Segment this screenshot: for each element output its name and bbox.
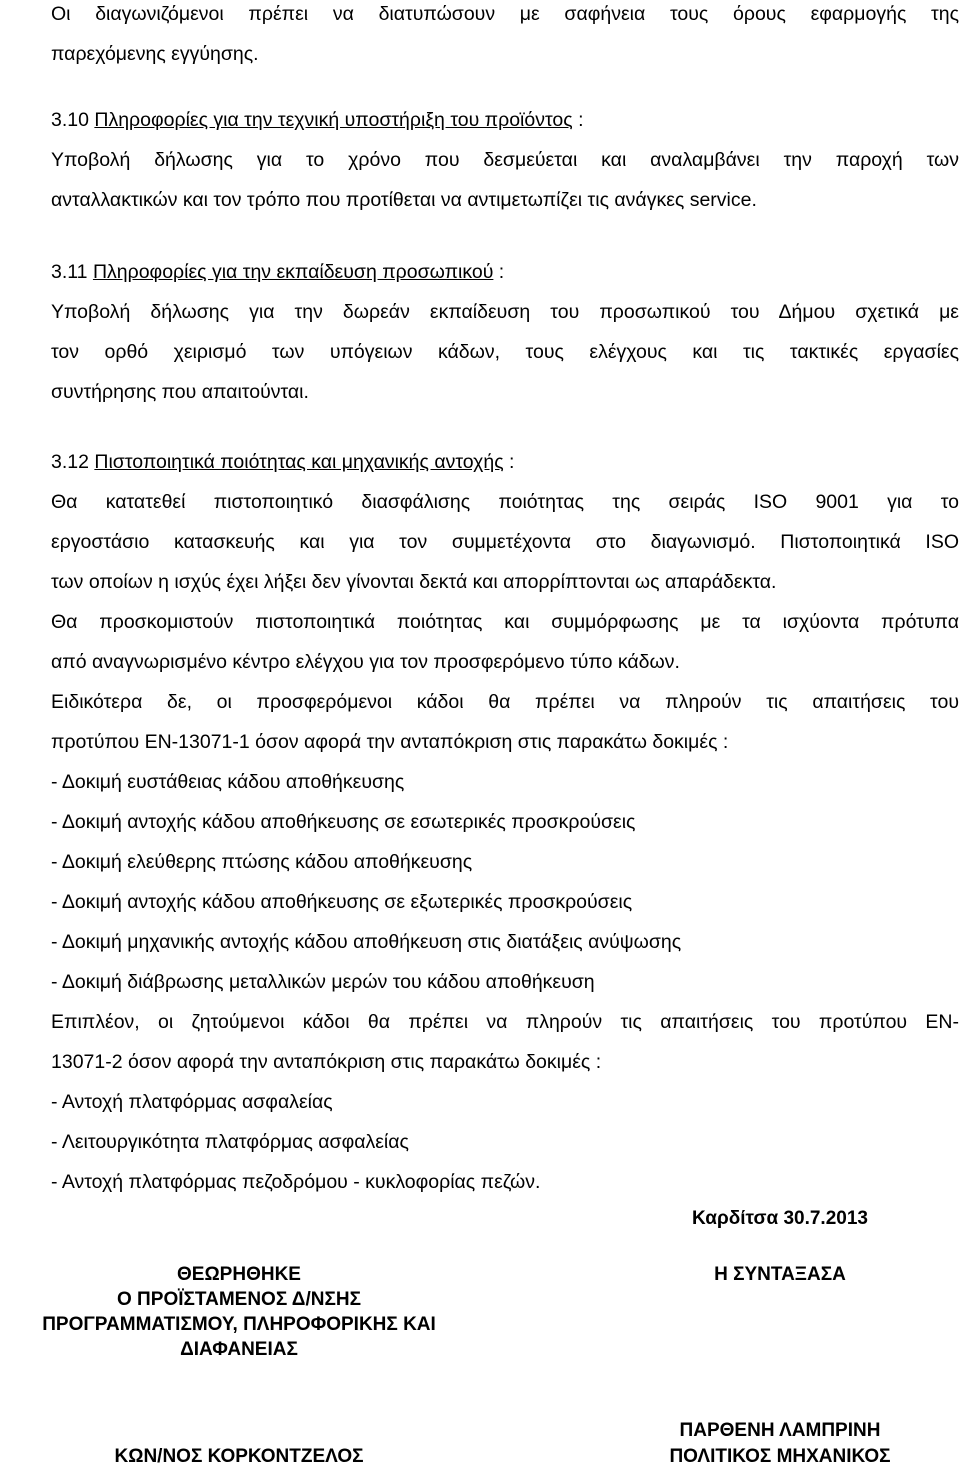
section-number: 3.12	[51, 451, 89, 473]
list-item: - Δοκιμή ελεύθερης πτώσης κάδου αποθήκευσης	[51, 851, 473, 873]
approver-title: Ο ΠΡΟΪΣΤΑΜΕΝΟΣ Δ/ΝΣΗΣ	[117, 1289, 361, 1310]
list-item: - Δοκιμή μηχανικής αντοχής κάδου αποθήκευση στις διατάξεις ανύψωσης	[51, 931, 682, 953]
paragraph-line: των οποίων η ισχύς έχει λήξει δεν γίνονται δεκτά και απορρίπτονται ως απαράδεκτα.	[51, 571, 777, 593]
approval-label: ΘΕΩΡΗΘΗΚΕ	[177, 1264, 301, 1285]
section-heading-3-10	[51, 108, 959, 132]
list-item: - Δοκιμή αντοχής κάδου αποθήκευσης σε εξωτερικές προσκρούσεις	[51, 891, 633, 913]
section-title: Πιστοποιητικά ποιότητας και μηχανικής αντοχής	[94, 451, 504, 473]
paragraph-line: προτύπου ΕΝ-13071-1 όσον αφορά την ανταπόκριση στις παρακάτω δοκιμές :	[51, 731, 729, 753]
paragraph-line: Επιπλέον, οι ζητούμενοι κάδοι θα πρέπει να πληρούν τις απαιτήσεις του προτύπου ΕΝ-	[51, 1011, 959, 1033]
paragraph-line: Ειδικότερα δε, οι προσφερόμενοι κάδοι θα πρέπει να πληρούν τις απαιτήσεις του	[51, 691, 959, 713]
approver-department: ΠΡΟΓΡΑΜΜΑΤΙΣΜΟΥ, ΠΛΗΡΟΦΟΡΙΚΗΣ ΚΑΙ	[42, 1314, 436, 1335]
section-title: Πληροφορίες για την εκπαίδευση προσωπικού	[92, 261, 494, 283]
list-item: - Αντοχή πλατφόρμας πεζοδρόμου - κυκλοφορίας πεζών.	[51, 1171, 541, 1193]
author-label: Η ΣΥΝΤΑΞΑΣΑ	[714, 1264, 846, 1285]
section-number: 3.11	[51, 261, 88, 283]
paragraph-line: ανταλλακτικών και τον τρόπο που προτίθεται να αντιμετωπίζει τις ανάγκες service.	[51, 189, 757, 211]
section-heading-3-12	[51, 450, 959, 474]
author-role: ΠΟΛΙΤΙΚΟΣ ΜΗΧΑΝΙΚΟΣ	[669, 1446, 891, 1467]
paragraph-line: εργοστάσιο κατασκευής και για τον συμμετέχοντα στο διαγωνισμό. Πιστοποιητικά ISO	[51, 531, 959, 553]
paragraph-line: Θα κατατεθεί πιστοποιητικό διασφάλισης ποιότητας της σειράς ISO 9001 για το	[51, 491, 959, 513]
paragraph-line: Θα προσκομιστούν πιστοποιητικά ποιότητας και συμμόρφωσης με τα ισχύοντα πρότυπα	[51, 611, 959, 633]
paragraph-line: συντήρησης που απαιτούνται.	[51, 381, 309, 403]
approver-name: ΚΩΝ/ΝΟΣ ΚΟΡΚΟΝΤΖΕΛΟΣ	[114, 1446, 364, 1467]
list-item: - Δοκιμή ευστάθειας κάδου αποθήκευσης	[51, 771, 405, 793]
paragraph-line: 13071-2 όσον αφορά την ανταπόκριση στις παρακάτω δοκιμές :	[51, 1051, 602, 1073]
paragraph-line: Υποβολή δήλωσης για την δωρεάν εκπαίδευση του προσωπικού του Δήμου σχετικά με	[51, 301, 959, 323]
heading-colon: :	[503, 451, 515, 473]
section-title: Πληροφορίες για την τεχνική υποστήριξη του προϊόντος	[94, 109, 573, 131]
section-number: 3.10	[51, 109, 89, 131]
approver-department-cont: ΔΙΑΦΑΝΕΙΑΣ	[180, 1339, 298, 1360]
paragraph-line: Υποβολή δήλωσης για το χρόνο που δεσμεύεται και αναλαμβάνει την παροχή των	[51, 149, 959, 171]
section-heading-3-11	[51, 260, 959, 284]
heading-colon: :	[572, 109, 584, 131]
paragraph-line: τον ορθό χειρισμό των υπόγειων κάδων, τους ελέγχους και τις τακτικές εργασίες	[51, 341, 959, 363]
list-item: - Αντοχή πλατφόρμας ασφαλείας	[51, 1091, 333, 1113]
place-date: Καρδίτσα 30.7.2013	[692, 1208, 868, 1229]
paragraph-line: Οι διαγωνιζόμενοι πρέπει να διατυπώσουν με σαφήνεια τους όρους εφαρμογής της	[51, 3, 959, 25]
paragraph-line: από αναγνωρισμένο κέντρο ελέγχου για τον προσφερόμενο τύπο κάδων.	[51, 651, 680, 673]
approval-block	[0, 1262, 478, 1362]
paragraph-line: παρεχόμενης εγγύησης.	[51, 43, 259, 65]
author-name: ΠΑΡΘΕΝΗ ΛΑΜΠΡΙΝΗ	[679, 1420, 881, 1441]
heading-colon: :	[493, 261, 505, 283]
list-item: - Δοκιμή διάβρωσης μεταλλικών μερών του κάδου αποθήκευση	[51, 971, 595, 993]
list-item: - Δοκιμή αντοχής κάδου αποθήκευσης σε εσωτερικές προσκρούσεις	[51, 811, 636, 833]
list-item: - Λειτουργικότητα πλατφόρμας ασφαλείας	[51, 1131, 409, 1153]
